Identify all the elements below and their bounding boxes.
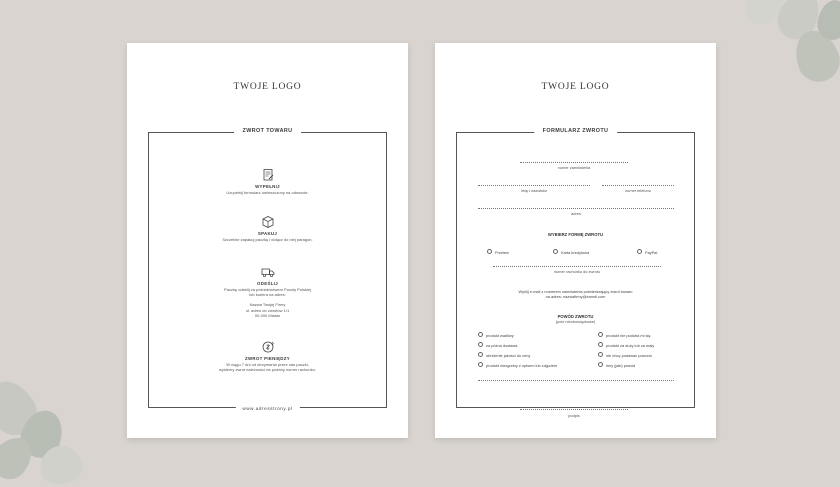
order-number-line[interactable]	[520, 162, 628, 163]
other-reason-line[interactable]	[478, 380, 674, 381]
step-description: Paczkę odeślij za pośrednictwem Poczty Polskiej lub kuriera na adres: Nazwa Twojej Firmy ul. adres do zwrotów 1/1 00-000 Miasto	[149, 287, 386, 318]
reason-mismatch-checkbox[interactable]	[478, 362, 483, 367]
form-title: FORMULARZ ZWROTU	[534, 128, 618, 134]
reason-quality-checkbox[interactable]	[478, 352, 483, 357]
return-instructions-page	[127, 43, 408, 438]
email-note-line1: Wyślij e-mail z numerem zamówienia potwierdzający zwrot towaru	[518, 289, 633, 294]
step-title: SPAKUJ	[257, 231, 278, 236]
package-icon	[261, 215, 275, 229]
page-title: ZWROT TOWARU	[234, 128, 302, 134]
reason-dislike-checkbox[interactable]	[598, 332, 603, 337]
reason-label: inny (jaki) powód	[606, 362, 636, 368]
return-street: ul. adres do zwrotów 1/1	[245, 307, 290, 313]
reason-late-delivery-checkbox[interactable]	[478, 342, 483, 347]
reason-label: za późna dostawa	[486, 342, 518, 348]
reason-label: produkt nie podoba mi się	[606, 332, 651, 338]
step-title: ODEŚLIJ	[257, 281, 278, 286]
step-description: W ciągu 7 dni od otrzymania przez nas paczki, wyślemy zwrot należności na podany numer rachunku.	[219, 362, 316, 373]
phone-label: numer telefonu	[625, 188, 651, 193]
step-description: Uzupełnij formularz umieszczony na odwrocie.	[226, 190, 309, 195]
radio-paypal-label: PayPal	[645, 249, 658, 255]
reason-label: nie chcę podawać powodu	[606, 352, 652, 358]
step-fill	[149, 168, 386, 195]
phone-line[interactable]	[602, 185, 674, 186]
reason-other-checkbox[interactable]	[598, 362, 603, 367]
reason-label: produkt za duży lub za mały	[606, 342, 655, 348]
form-frame	[456, 128, 695, 418]
order-number-label: numer zamówienia	[557, 165, 591, 170]
return-company-name: Nazwa Twojej Firmy	[249, 302, 286, 308]
return-reason-heading: POWÓD ZWROTU	[557, 314, 594, 319]
signature-line[interactable]	[520, 409, 628, 410]
reason-label: obniżenie jakości do ceny	[486, 352, 531, 358]
reason-no-reason-checkbox[interactable]	[598, 352, 603, 357]
address-line[interactable]	[478, 208, 674, 209]
return-form-page	[435, 43, 716, 438]
email-note-line2: na adres: nazwafirmy@zamdl.com	[545, 294, 606, 299]
fill-form-icon	[261, 168, 275, 182]
return-city: 00-000 Miasto	[254, 312, 281, 318]
money-return-icon	[261, 340, 275, 354]
account-number-line[interactable]	[493, 266, 661, 267]
reason-label: produkt wadliwy	[486, 332, 514, 338]
radio-credit-card[interactable]	[553, 249, 558, 254]
return-reason-subheading: (pole nieobowiązkowe)	[555, 319, 596, 324]
step-pack	[149, 215, 386, 242]
radio-paypal[interactable]	[637, 249, 642, 254]
radio-transfer-label: Przelew	[495, 249, 509, 255]
name-line[interactable]	[478, 185, 590, 186]
reason-defective-checkbox[interactable]	[478, 332, 483, 337]
logo-placeholder: TWOJE LOGO	[541, 82, 610, 92]
delivery-truck-icon	[261, 265, 275, 279]
eucalyptus-leaves-bottom-left	[0, 360, 110, 480]
step-description: Szczelnie zapakuj paczkę i dołącz do niej paragon.	[222, 237, 313, 242]
account-number-label: numer rachunku do zwrotu	[553, 269, 601, 274]
step-title: ZWROT PIENIĘDZY	[245, 356, 290, 361]
name-label: imię i nazwisko	[520, 188, 548, 193]
step-title: WYPEŁNIJ	[255, 184, 280, 189]
signature-label: podpis	[568, 413, 580, 418]
reason-size-checkbox[interactable]	[598, 342, 603, 347]
website-url: www.adresstrony.pl	[235, 406, 299, 411]
step-refund	[149, 340, 386, 372]
address-label: adres	[571, 211, 581, 216]
return-method-heading: WYBIERZ FORMĘ ZWROTU	[547, 232, 604, 237]
logo-placeholder: TWOJE LOGO	[233, 82, 302, 92]
eucalyptus-leaves-top-right	[700, 0, 840, 90]
radio-transfer[interactable]	[487, 249, 492, 254]
reason-label: produkt niezgodny z opisem lub zdjęciem	[486, 362, 558, 368]
step-send	[149, 265, 386, 318]
instructions-frame	[148, 128, 387, 411]
radio-credit-card-label: Karta kredytowa	[561, 249, 590, 255]
